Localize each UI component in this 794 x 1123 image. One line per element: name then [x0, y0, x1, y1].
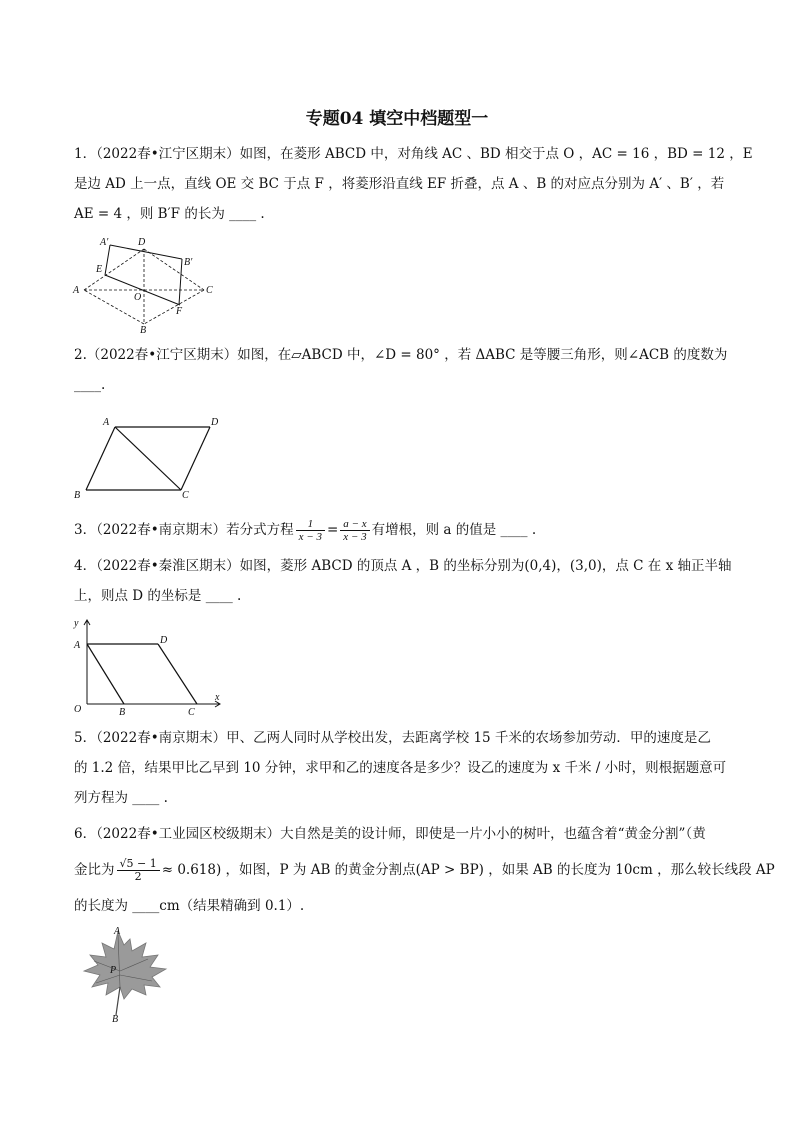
figure-q4-coordinate-rhombus — [70, 612, 230, 720]
fig2-label-b: B — [74, 490, 81, 501]
q6-line2 — [74, 857, 775, 883]
fig1-label-b-prime: B′ — [184, 257, 193, 268]
q5-line3: 列方程为 ____ . — [74, 790, 168, 806]
fig1-label-a: A — [73, 285, 80, 296]
q6-frac-num: √5 − 1 — [117, 858, 160, 871]
q3-f2-num: a − x — [340, 518, 369, 531]
fig4-label-b: B — [119, 707, 126, 718]
q1-line3: AE = 4 ，则 B′F 的长为 ____ . — [74, 206, 265, 222]
q2-line2: ____. — [74, 377, 106, 393]
q6-line2-suffix: ≈ 0.618) ，如图，P 为 AB 的黄金分割点(AP > BP) ，如果 AB 的长度为 10cm ，那么较长线段 AP — [161, 862, 775, 878]
maple-leaf-image — [84, 931, 166, 999]
q3-f1-den: x − 3 — [298, 531, 322, 543]
figure-q2-parallelogram — [70, 410, 230, 502]
q3-equals: = — [326, 522, 339, 538]
q3-line — [74, 518, 734, 543]
fig4-label-o: O — [74, 704, 82, 715]
fig6-label-p: P — [110, 965, 117, 976]
q1-line1: 1．（2022春•江宁区期末）如图，在菱形 ABCD 中，对角线 AC 、BD 相交于点 O ，AC = 16 ，BD = 12 ，E — [74, 146, 753, 162]
q1-line2: 是边 AD 上一点，直线 OE 交 BC 于点 F ，将菱形沿直线 EF 折叠，点 A 、B 的对应点分别为 A′ 、B′ ，若 — [74, 176, 725, 192]
fig2-label-a: A — [103, 417, 110, 428]
q6-frac-den: 2 — [134, 870, 142, 883]
q4-line2: 上，则点 D 的坐标是 ____ . — [74, 588, 242, 604]
fig2-label-c: C — [182, 490, 189, 501]
q3-fraction-2 — [340, 518, 369, 543]
fig4-label-c: C — [188, 707, 195, 718]
fig1-label-d: D — [138, 237, 146, 248]
fig1-label-c: C — [206, 285, 213, 296]
q3-f1-num: 1 — [296, 518, 325, 531]
fig2-label-d: D — [211, 417, 219, 428]
q4-line1: 4．（2022春•秦淮区期末）如图，菱形 ABCD 的顶点 A ，B 的坐标分别为(0,4)，(3,0)，点 C 在 x 轴正半轴 — [74, 558, 732, 574]
fig4-label-y: y — [74, 618, 79, 629]
fig1-label-b: B — [140, 325, 147, 336]
fig1-label-f: F — [176, 306, 183, 317]
fig1-label-a-prime: A′ — [100, 237, 109, 248]
q6-line3: 的长度为 ____cm（结果精确到 0.1）. — [74, 898, 305, 914]
q3-fraction-1 — [296, 518, 325, 543]
fig4-label-x: x — [215, 692, 220, 703]
q6-line2-prefix: 金比为 — [74, 862, 115, 878]
q2-line1: 2.（2022春•江宁区期末）如图，在▱ABCD 中，∠D = 80° ，若 ΔABC 是等腰三角形，则∠ACB 的度数为 — [74, 347, 728, 363]
q3-prefix: 3．（2022春•南京期末）若分式方程 — [74, 522, 294, 538]
q5-line1: 5．（2022春•南京期末）甲、乙两人同时从学校出发，去距离学校 15 千米的农场参加劳动．甲的速度是乙 — [74, 730, 711, 746]
figure-q6-maple-leaf — [70, 925, 195, 1025]
q5-line2: 的 1.2 倍，结果甲比乙早到 10 分钟，求甲和乙的速度各是多少？设乙的速度为 x 千米 / 小时，则根据题意可 — [74, 760, 727, 776]
q6-golden-fraction — [117, 858, 160, 883]
fig4-label-a: A — [74, 640, 81, 651]
q6-line1: 6．（2022春•工业园区校级期末）大自然是美的设计师，即使是一片小小的树叶，也蕴含着“黄金分割”（黄 — [74, 826, 706, 842]
figure-q1-rhombus — [70, 232, 220, 337]
fig1-label-o: O — [134, 292, 142, 303]
q3-f2-den: x − 3 — [343, 531, 367, 543]
fig6-label-a: A — [114, 926, 121, 937]
fig4-label-d: D — [160, 635, 168, 646]
fig1-label-e: E — [96, 264, 103, 275]
fig6-label-b: B — [112, 1014, 119, 1025]
page-title: 专题04 填空中档题型一 — [305, 109, 489, 129]
q3-suffix: 有增根，则 a 的值是 ____ . — [371, 522, 537, 538]
